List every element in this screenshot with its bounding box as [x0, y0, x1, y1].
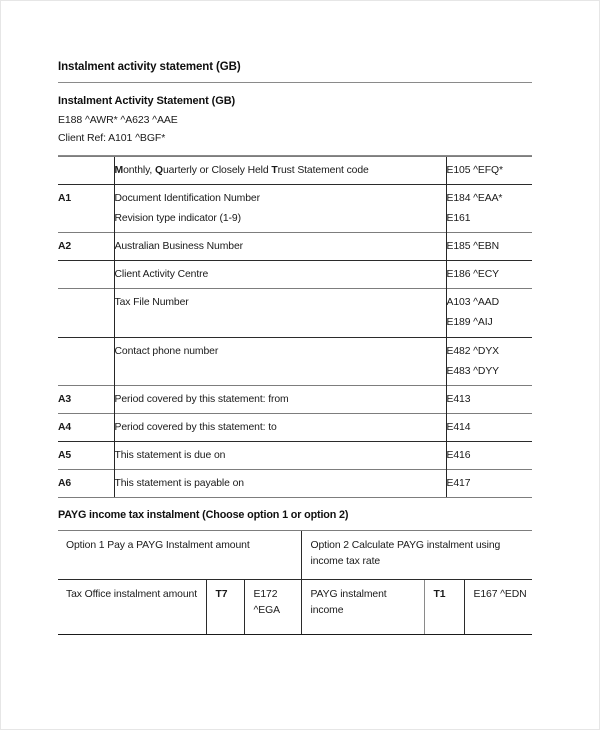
row-field-code: E105 ^EFQ* [446, 157, 532, 185]
payg-detail-row [58, 580, 532, 635]
row-field-code: E482 ^DYX E483 ^DYY [446, 337, 532, 385]
row-code: A6 [58, 469, 114, 497]
table-row [58, 413, 532, 441]
table-row [58, 289, 532, 337]
intro-reference-line: E188 ^AWR* ^A623 ^AAE [58, 114, 178, 126]
row-code: A3 [58, 385, 114, 413]
intro-block [58, 83, 532, 156]
table-row [58, 157, 532, 185]
row-field-code: E413 [446, 385, 532, 413]
payg-option1-code: T7 [206, 580, 244, 635]
payg-table [58, 531, 532, 635]
row-description: Monthly, Quarterly or Closely Held Trust Statement code [114, 157, 446, 185]
row-code [58, 289, 114, 337]
row-description: Contact phone number [114, 337, 446, 385]
row-description: Client Activity Centre [114, 261, 446, 289]
statement-table [58, 156, 532, 498]
document-content [58, 61, 532, 635]
row-code: A4 [58, 413, 114, 441]
row-field-code: E186 ^ECY [446, 261, 532, 289]
table-row [58, 469, 532, 497]
payg-option2-title: Option 2 Calculate PAYG instalment using income tax rate [301, 531, 532, 580]
row-code: A5 [58, 441, 114, 469]
table-row [58, 261, 532, 289]
payg-option2-field: E167 ^EDN [464, 580, 532, 635]
table-row [58, 185, 532, 233]
page-title: Instalment activity statement (GB) [58, 61, 532, 83]
row-field-code: E414 [446, 413, 532, 441]
row-description: This statement is due on [114, 441, 446, 469]
row-code [58, 337, 114, 385]
payg-option1-field: E172 ^EGA [244, 580, 301, 635]
payg-option2-code: T1 [424, 580, 464, 635]
row-description: Period covered by this statement: to [114, 413, 446, 441]
table-row [58, 385, 532, 413]
row-code: A1 [58, 185, 114, 233]
intro-client-ref-line: Client Ref: A101 ^BGF* [58, 132, 166, 144]
table-row [58, 337, 532, 385]
row-code: A2 [58, 233, 114, 261]
row-field-code: A103 ^AAD E189 ^AIJ [446, 289, 532, 337]
row-description: Australian Business Number [114, 233, 446, 261]
payg-option1-title: Option 1 Pay a PAYG Instalment amount [58, 531, 301, 580]
row-field-code: E184 ^EAA* E161 [446, 185, 532, 233]
row-description: Document Identification Number Revision type indicator (1-9) [114, 185, 446, 233]
row-code [58, 261, 114, 289]
row-description: Tax File Number [114, 289, 446, 337]
row-field-code: E417 [446, 469, 532, 497]
payg-option-titles-row [58, 531, 532, 580]
payg-section-heading: PAYG income tax instalment (Choose option 1 or option 2) [58, 509, 532, 531]
intro-heading: Instalment Activity Statement (GB) [58, 95, 236, 107]
row-field-code: E185 ^EBN [446, 233, 532, 261]
row-code [58, 157, 114, 185]
row-field-code: E416 [446, 441, 532, 469]
table-row [58, 441, 532, 469]
row-description: This statement is payable on [114, 469, 446, 497]
payg-option1-label: Tax Office instalment amount [58, 580, 206, 635]
table-row [58, 233, 532, 261]
payg-option2-label: PAYG instalment income [301, 580, 424, 635]
row-description: Period covered by this statement: from [114, 385, 446, 413]
